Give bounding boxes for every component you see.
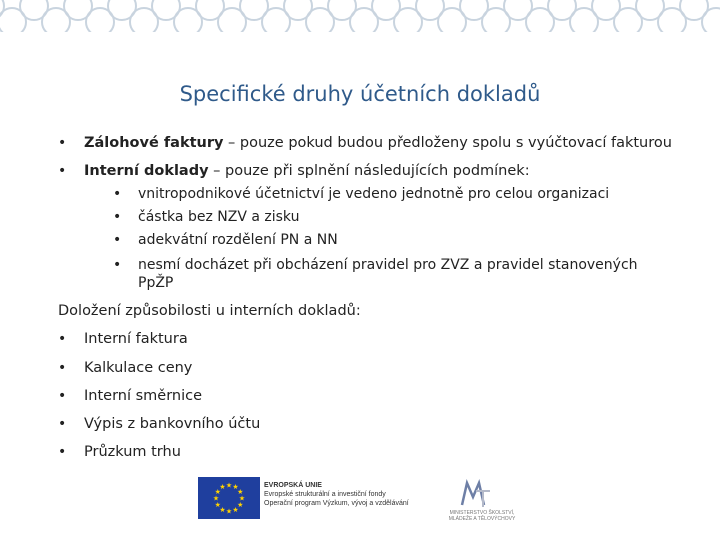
list-item: Interní směrnice bbox=[84, 388, 203, 404]
subbullet-item: vnitropodnikové účetnictví je vedeno jednotně pro celou organizaci bbox=[138, 186, 610, 202]
bullet-zalohove-faktury bbox=[84, 134, 672, 152]
msmt-line: MLÁDEŽE A TĚLOVÝCHOVY bbox=[448, 516, 516, 522]
eu-flag-icon bbox=[198, 477, 260, 519]
eu-star-icon: ★ bbox=[232, 505, 239, 514]
list-dot: • bbox=[58, 331, 67, 347]
eu-star-icon: ★ bbox=[219, 483, 226, 492]
list-dot: • bbox=[58, 416, 67, 432]
eu-logo-line: Operační program Výzkum, vývoj a vzdělávání bbox=[264, 500, 409, 507]
subbullet-item: nesmí docházet při obcházení pravidel pro ZVZ a pravidel stanovených bbox=[138, 257, 638, 273]
subbullet-dot: • bbox=[113, 209, 122, 225]
eu-star-icon: ★ bbox=[225, 507, 233, 516]
bullet-interni-doklady bbox=[84, 162, 530, 180]
bullet-dot: • bbox=[58, 163, 67, 179]
header-pattern bbox=[0, 0, 720, 32]
list-item: Interní faktura bbox=[84, 331, 188, 347]
bullet-bold: Interní doklady bbox=[84, 163, 209, 179]
eu-logo-line: Evropské strukturální a investiční fondy bbox=[264, 491, 386, 498]
eu-star-icon: ★ bbox=[214, 501, 221, 509]
subbullet-item: částka bez NZV a zisku bbox=[138, 209, 300, 225]
slide-title: Specifické druhy účetních dokladů bbox=[179, 82, 541, 106]
list-item: Výpis z bankovního účtu bbox=[84, 416, 261, 432]
list-item: Průzkum trhu bbox=[84, 444, 181, 460]
msmt-logo-text bbox=[442, 510, 522, 522]
eu-star-icon: ★ bbox=[219, 505, 226, 514]
footer-logos bbox=[198, 477, 528, 523]
eu-star-icon: ★ bbox=[237, 501, 244, 509]
eu-star-icon: ★ bbox=[212, 494, 220, 503]
list-dot: • bbox=[58, 360, 67, 376]
msmt-logo-icon bbox=[460, 479, 492, 509]
section-heading: Doložení způsobilosti u interních dokladů: bbox=[58, 303, 361, 319]
eu-star-icon: ★ bbox=[214, 488, 221, 496]
eu-star-icon: ★ bbox=[237, 488, 244, 496]
subbullet-dot: • bbox=[113, 232, 122, 248]
list-dot: • bbox=[58, 444, 67, 460]
bullet-text: – pouze pokud budou předloženy spolu s vyúčtovací fakturou bbox=[223, 135, 672, 151]
subbullet-dot: • bbox=[113, 186, 122, 202]
eu-logo-heading: EVROPSKÁ UNIE bbox=[264, 482, 322, 489]
bullet-bold: Zálohové faktury bbox=[84, 135, 224, 151]
eu-star-icon: ★ bbox=[225, 481, 233, 490]
eu-logo-text bbox=[264, 481, 409, 508]
msmt-line: MINISTERSTVO ŠKOLSTVÍ, bbox=[449, 510, 515, 516]
subbullet-item-continuation: PpŽP bbox=[138, 275, 174, 291]
bullet-text: – pouze při splnění následujících podmínek: bbox=[208, 163, 530, 179]
eu-star-icon: ★ bbox=[232, 483, 239, 492]
list-dot: • bbox=[58, 388, 67, 404]
subbullet-item: adekvátní rozdělení PN a NN bbox=[138, 232, 338, 248]
bullet-dot: • bbox=[58, 135, 67, 151]
list-item: Kalkulace ceny bbox=[84, 360, 193, 376]
eu-star-icon: ★ bbox=[238, 494, 246, 503]
subbullet-dot: • bbox=[113, 257, 122, 273]
